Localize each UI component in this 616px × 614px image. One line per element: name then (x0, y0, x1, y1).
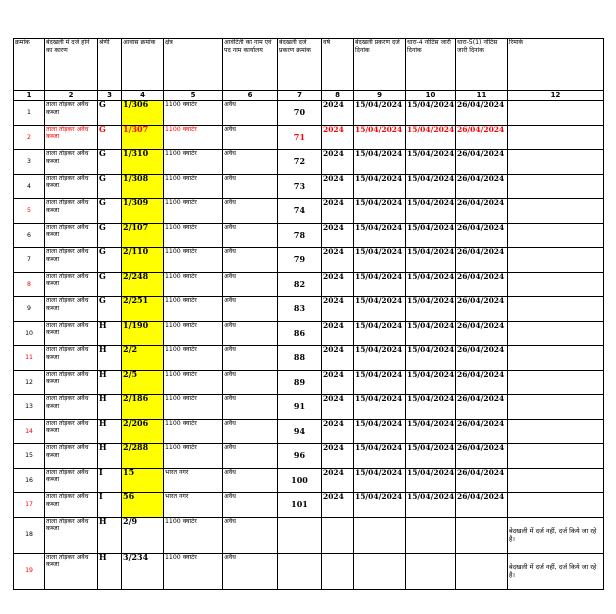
category: I (98, 468, 122, 493)
remark (508, 444, 604, 469)
table-row (14, 272, 604, 297)
case-date: 15/04/2024 (354, 248, 406, 273)
serial-number: 12 (14, 370, 45, 395)
year: 2024 (322, 370, 354, 395)
remark (508, 419, 604, 444)
year: 2024 (322, 248, 354, 273)
serial-number: 6 (14, 223, 45, 248)
serial-number: 19 (14, 553, 45, 589)
remark (508, 199, 604, 224)
table-row (14, 125, 604, 150)
year (322, 517, 354, 553)
column-number: 1 (14, 91, 45, 101)
area: 1100 क्वार्टर (164, 101, 223, 126)
serial-number: 5 (14, 199, 45, 224)
table-row (14, 370, 604, 395)
column-number: 12 (508, 91, 604, 101)
header-section5-date: धारा-5(1) नोटिस जारी दिनांक (456, 39, 508, 91)
case-date: 15/04/2024 (354, 223, 406, 248)
serial-number: 11 (14, 346, 45, 371)
year: 2024 (322, 150, 354, 175)
section5-notice-date: 26/04/2024 (456, 370, 508, 395)
case-date: 15/04/2024 (354, 444, 406, 469)
eviction-reason: ताला तोड़कर अवैध कब्जा (45, 150, 98, 175)
remark: बेदखली में दर्ज नहीं, दर्ज किये जा रहे है। (508, 517, 604, 553)
table-row (14, 346, 604, 371)
header-case-date: बेदखली प्रकरण दर्ज दिनांक (354, 39, 406, 91)
table-row (14, 395, 604, 420)
section4-notice-date (406, 553, 456, 589)
serial-number: 9 (14, 297, 45, 322)
allottee-name: अवैध (223, 248, 278, 273)
unit-number: 2/9 (122, 517, 164, 553)
case-number: 74 (278, 199, 322, 224)
header-case-number: बेदखली दर्ज प्रकरण क्रमांक (278, 39, 322, 91)
eviction-reason: ताला तोड़कर अवैध कब्जा (45, 297, 98, 322)
table-row (14, 321, 604, 346)
eviction-reason: ताला तोड़कर अवैध कब्जा (45, 248, 98, 273)
case-date: 15/04/2024 (354, 370, 406, 395)
unit-number: 56 (122, 493, 164, 518)
category: G (98, 223, 122, 248)
case-number: 88 (278, 346, 322, 371)
section5-notice-date: 26/04/2024 (456, 419, 508, 444)
eviction-reason: ताला तोड़कर अवैध कब्जा (45, 199, 98, 224)
header-category: श्रेणी (98, 39, 122, 91)
allottee-name: अवैध (223, 553, 278, 589)
serial-number: 15 (14, 444, 45, 469)
allottee-name: अवैध (223, 444, 278, 469)
case-number: 78 (278, 223, 322, 248)
case-number: 91 (278, 395, 322, 420)
eviction-reason: ताला तोड़कर अवैध कब्जा (45, 223, 98, 248)
unit-number: 2/2 (122, 346, 164, 371)
year: 2024 (322, 321, 354, 346)
case-date: 15/04/2024 (354, 297, 406, 322)
remark (508, 150, 604, 175)
section5-notice-date: 26/04/2024 (456, 150, 508, 175)
serial-number: 18 (14, 517, 45, 553)
category: G (98, 199, 122, 224)
remark (508, 125, 604, 150)
case-number: 73 (278, 174, 322, 199)
section5-notice-date: 26/04/2024 (456, 444, 508, 469)
case-date: 15/04/2024 (354, 174, 406, 199)
header-section4-date: धारा-4 नोटिस जारी दिनांक (406, 39, 456, 91)
area: 1100 क्वार्टर (164, 150, 223, 175)
year: 2024 (322, 174, 354, 199)
unit-number: 2/5 (122, 370, 164, 395)
table-row (14, 468, 604, 493)
area: 1100 क्वार्टर (164, 223, 223, 248)
serial-number: 10 (14, 321, 45, 346)
area: 1100 क्वार्टर (164, 444, 223, 469)
eviction-table (13, 38, 604, 590)
category: G (98, 297, 122, 322)
case-date: 15/04/2024 (354, 125, 406, 150)
unit-number: 2/186 (122, 395, 164, 420)
case-date: 15/04/2024 (354, 346, 406, 371)
allottee-name: अवैध (223, 272, 278, 297)
section5-notice-date: 26/04/2024 (456, 493, 508, 518)
column-number: 4 (122, 91, 164, 101)
serial-number: 8 (14, 272, 45, 297)
unit-number: 2/288 (122, 444, 164, 469)
serial-number: 16 (14, 468, 45, 493)
section4-notice-date: 15/04/2024 (406, 199, 456, 224)
eviction-reason: ताला तोड़कर अवैध कब्जा (45, 321, 98, 346)
table-row (14, 444, 604, 469)
remark (508, 346, 604, 371)
section4-notice-date: 15/04/2024 (406, 321, 456, 346)
eviction-reason: ताला तोड़कर अवैध कब्जा (45, 346, 98, 371)
area: 1100 क्वार्टर (164, 346, 223, 371)
case-date (354, 517, 406, 553)
column-number-row (14, 91, 604, 101)
unit-number: 1/190 (122, 321, 164, 346)
category: G (98, 125, 122, 150)
case-date: 15/04/2024 (354, 468, 406, 493)
case-number: 71 (278, 125, 322, 150)
remark (508, 272, 604, 297)
year: 2024 (322, 444, 354, 469)
eviction-reason: ताला तोड़कर अवैध कब्जा (45, 370, 98, 395)
area: भारत नगर (164, 493, 223, 518)
section5-notice-date: 26/04/2024 (456, 321, 508, 346)
case-number: 72 (278, 150, 322, 175)
unit-number: 2/110 (122, 248, 164, 273)
section5-notice-date: 26/04/2024 (456, 297, 508, 322)
section4-notice-date: 15/04/2024 (406, 370, 456, 395)
category: I (98, 493, 122, 518)
category: H (98, 553, 122, 589)
area: 1100 क्वार्टर (164, 199, 223, 224)
category: H (98, 517, 122, 553)
section5-notice-date: 26/04/2024 (456, 272, 508, 297)
eviction-reason: ताला तोड़कर अवैध कब्जा (45, 493, 98, 518)
category: H (98, 419, 122, 444)
section4-notice-date: 15/04/2024 (406, 248, 456, 273)
unit-number: 2/248 (122, 272, 164, 297)
section5-notice-date: 26/04/2024 (456, 125, 508, 150)
case-date: 15/04/2024 (354, 199, 406, 224)
remark (508, 395, 604, 420)
area: 1100 क्वार्टर (164, 395, 223, 420)
eviction-reason: ताला तोड़कर अवैध कब्जा (45, 553, 98, 589)
case-number: 83 (278, 297, 322, 322)
allottee-name: अवैध (223, 493, 278, 518)
header-allottee: आवंटिती का नाम एवं पद नाम कार्यालय (223, 39, 278, 91)
eviction-reason: ताला तोड़कर अवैध कब्जा (45, 174, 98, 199)
section4-notice-date: 15/04/2024 (406, 272, 456, 297)
unit-number: 2/107 (122, 223, 164, 248)
remark (508, 493, 604, 518)
area: 1100 क्वार्टर (164, 553, 223, 589)
area: 1100 क्वार्टर (164, 517, 223, 553)
column-number: 5 (164, 91, 223, 101)
allottee-name: अवैध (223, 468, 278, 493)
section4-notice-date (406, 517, 456, 553)
year: 2024 (322, 101, 354, 126)
allottee-name: अवैध (223, 395, 278, 420)
table-row (14, 553, 604, 589)
case-number: 101 (278, 493, 322, 518)
remark (508, 101, 604, 126)
category: H (98, 395, 122, 420)
table-row (14, 101, 604, 126)
year: 2024 (322, 223, 354, 248)
year: 2024 (322, 346, 354, 371)
category: H (98, 321, 122, 346)
year: 2024 (322, 468, 354, 493)
unit-number: 2/206 (122, 419, 164, 444)
remark (508, 468, 604, 493)
area: 1100 क्वार्टर (164, 419, 223, 444)
eviction-reason: ताला तोड़कर अवैध कब्जा (45, 395, 98, 420)
serial-number: 14 (14, 419, 45, 444)
section5-notice-date: 26/04/2024 (456, 248, 508, 273)
header-row (14, 39, 604, 91)
area: 1100 क्वार्टर (164, 248, 223, 273)
case-date: 15/04/2024 (354, 493, 406, 518)
year: 2024 (322, 419, 354, 444)
allottee-name: अवैध (223, 346, 278, 371)
unit-number: 1/306 (122, 101, 164, 126)
section5-notice-date: 26/04/2024 (456, 223, 508, 248)
section4-notice-date: 15/04/2024 (406, 150, 456, 175)
header-unit-number: आवास क्रमांक (122, 39, 164, 91)
section5-notice-date (456, 553, 508, 589)
header-area: क्षेत्र (164, 39, 223, 91)
unit-number: 1/309 (122, 199, 164, 224)
eviction-reason: ताला तोड़कर अवैध कब्जा (45, 517, 98, 553)
serial-number: 1 (14, 101, 45, 126)
table-row (14, 517, 604, 553)
area: 1100 क्वार्टर (164, 297, 223, 322)
category: G (98, 248, 122, 273)
remark (508, 370, 604, 395)
serial-number: 2 (14, 125, 45, 150)
header-serial: क्रमांक (14, 39, 45, 91)
year: 2024 (322, 395, 354, 420)
section5-notice-date (456, 517, 508, 553)
table-row (14, 493, 604, 518)
serial-number: 4 (14, 174, 45, 199)
section4-notice-date: 15/04/2024 (406, 101, 456, 126)
case-date: 15/04/2024 (354, 272, 406, 297)
case-number: 89 (278, 370, 322, 395)
remark: बेदखली में दर्ज नहीं, दर्ज किये जा रहे है। (508, 553, 604, 589)
allottee-name: अवैध (223, 517, 278, 553)
section4-notice-date: 15/04/2024 (406, 174, 456, 199)
unit-number: 1/310 (122, 150, 164, 175)
column-number: 9 (354, 91, 406, 101)
case-number (278, 517, 322, 553)
category: G (98, 150, 122, 175)
case-number: 94 (278, 419, 322, 444)
section5-notice-date: 26/04/2024 (456, 468, 508, 493)
remark (508, 297, 604, 322)
column-number: 11 (456, 91, 508, 101)
allottee-name: अवैध (223, 370, 278, 395)
allottee-name: अवैध (223, 321, 278, 346)
area: भारत नगर (164, 468, 223, 493)
area: 1100 क्वार्टर (164, 272, 223, 297)
case-number: 82 (278, 272, 322, 297)
case-number: 79 (278, 248, 322, 273)
case-date: 15/04/2024 (354, 321, 406, 346)
section5-notice-date: 26/04/2024 (456, 346, 508, 371)
eviction-reason: ताला तोड़कर अवैध कब्जा (45, 468, 98, 493)
column-number: 7 (278, 91, 322, 101)
allottee-name: अवैध (223, 101, 278, 126)
section4-notice-date: 15/04/2024 (406, 468, 456, 493)
column-number: 3 (98, 91, 122, 101)
section4-notice-date: 15/04/2024 (406, 493, 456, 518)
allottee-name: अवैध (223, 150, 278, 175)
serial-number: 3 (14, 150, 45, 175)
unit-number: 1/308 (122, 174, 164, 199)
case-number (278, 553, 322, 589)
eviction-reason: ताला तोड़कर अवैध कब्जा (45, 444, 98, 469)
section5-notice-date: 26/04/2024 (456, 101, 508, 126)
category: G (98, 174, 122, 199)
category: H (98, 444, 122, 469)
header-reason: बेदखली में दर्ज होने का कारण (45, 39, 98, 91)
allottee-name: अवैध (223, 174, 278, 199)
column-number: 6 (223, 91, 278, 101)
year: 2024 (322, 199, 354, 224)
case-number: 100 (278, 468, 322, 493)
year: 2024 (322, 125, 354, 150)
section5-notice-date: 26/04/2024 (456, 199, 508, 224)
column-number: 8 (322, 91, 354, 101)
year: 2024 (322, 297, 354, 322)
case-date: 15/04/2024 (354, 419, 406, 444)
category: H (98, 346, 122, 371)
header-year: वर्ष (322, 39, 354, 91)
remark (508, 174, 604, 199)
case-number: 96 (278, 444, 322, 469)
year (322, 553, 354, 589)
allottee-name: अवैध (223, 419, 278, 444)
remark (508, 248, 604, 273)
section4-notice-date: 15/04/2024 (406, 444, 456, 469)
area: 1100 क्वार्टर (164, 125, 223, 150)
case-date: 15/04/2024 (354, 150, 406, 175)
area: 1100 क्वार्टर (164, 370, 223, 395)
section4-notice-date: 15/04/2024 (406, 297, 456, 322)
table-row (14, 223, 604, 248)
eviction-register (13, 38, 603, 590)
table-row (14, 419, 604, 444)
year: 2024 (322, 493, 354, 518)
column-number: 2 (45, 91, 98, 101)
table-row (14, 150, 604, 175)
case-date (354, 553, 406, 589)
remark (508, 223, 604, 248)
section5-notice-date: 26/04/2024 (456, 395, 508, 420)
area: 1100 क्वार्टर (164, 321, 223, 346)
section4-notice-date: 15/04/2024 (406, 395, 456, 420)
category: G (98, 272, 122, 297)
year: 2024 (322, 272, 354, 297)
section5-notice-date: 26/04/2024 (456, 174, 508, 199)
table-row (14, 248, 604, 273)
serial-number: 7 (14, 248, 45, 273)
section4-notice-date: 15/04/2024 (406, 125, 456, 150)
case-date: 15/04/2024 (354, 101, 406, 126)
case-date: 15/04/2024 (354, 395, 406, 420)
allottee-name: अवैध (223, 199, 278, 224)
eviction-reason: ताला तोड़कर अवैध कब्जा (45, 101, 98, 126)
serial-number: 13 (14, 395, 45, 420)
unit-number: 2/251 (122, 297, 164, 322)
case-number: 70 (278, 101, 322, 126)
section4-notice-date: 15/04/2024 (406, 223, 456, 248)
unit-number: 15 (122, 468, 164, 493)
header-remark: रिमार्क (508, 39, 604, 91)
table-row (14, 199, 604, 224)
case-number: 86 (278, 321, 322, 346)
serial-number: 17 (14, 493, 45, 518)
column-number: 10 (406, 91, 456, 101)
allottee-name: अवैध (223, 125, 278, 150)
eviction-reason: ताला तोड़कर अवैध कब्जा (45, 419, 98, 444)
unit-number: 1/307 (122, 125, 164, 150)
category: H (98, 370, 122, 395)
section4-notice-date: 15/04/2024 (406, 346, 456, 371)
allottee-name: अवैध (223, 223, 278, 248)
remark (508, 321, 604, 346)
section4-notice-date: 15/04/2024 (406, 419, 456, 444)
table-row (14, 174, 604, 199)
eviction-reason: ताला तोड़कर अवैध कब्जा (45, 272, 98, 297)
category: G (98, 101, 122, 126)
table-row (14, 297, 604, 322)
unit-number: 3/234 (122, 553, 164, 589)
area: 1100 क्वार्टर (164, 174, 223, 199)
allottee-name: अवैध (223, 297, 278, 322)
eviction-reason: ताला तोड़कर अवैध कब्जा (45, 125, 98, 150)
